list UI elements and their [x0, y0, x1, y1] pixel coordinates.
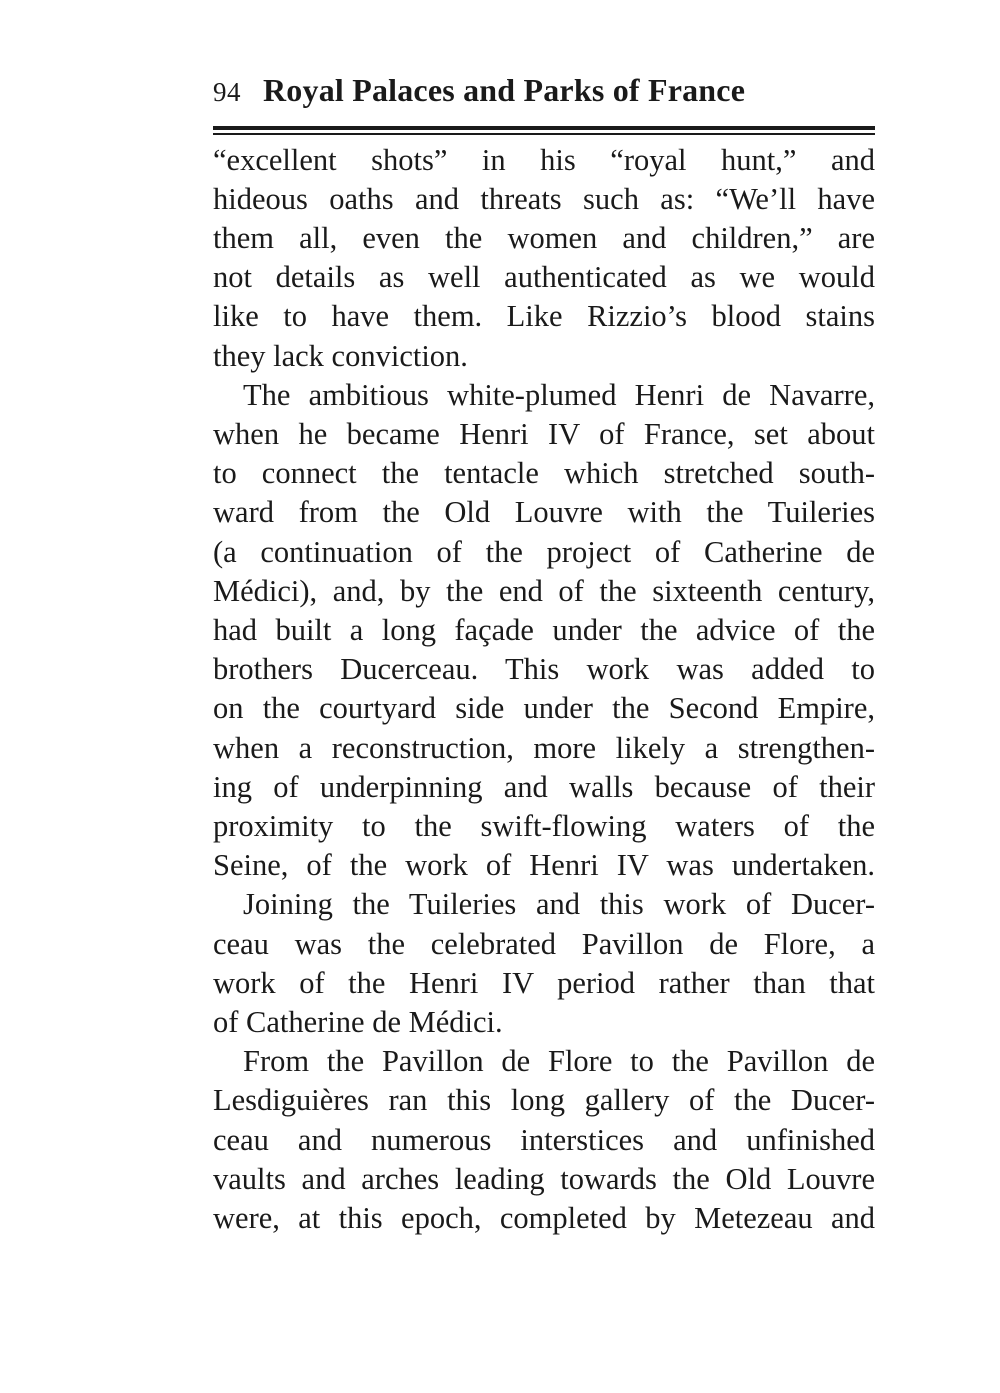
- paragraph-1: [213, 141, 875, 376]
- text-line: Médici), and, by the end of the sixteenth century,: [213, 573, 875, 608]
- text-line: brothers Ducerceau. This work was added to: [213, 652, 875, 687]
- text-line: “excellent shots” in his “royal hunt,” and: [213, 142, 875, 177]
- paragraph-4: [213, 1042, 875, 1238]
- paragraph-3: [213, 885, 875, 1042]
- text-line: vaults and arches leading towards the Old Louvre: [213, 1161, 875, 1196]
- text-line: not details as well authenticated as we would: [213, 260, 875, 295]
- text-line: were, at this epoch, completed by Metezeau and: [213, 1200, 875, 1235]
- running-title: Royal Palaces and Parks of France: [263, 72, 746, 108]
- text-line: Joining the Tuileries and this work of Ducer-: [243, 887, 875, 922]
- text-line: they lack conviction.: [213, 338, 468, 373]
- text-line: proximity to the swift-flowing waters of the: [213, 808, 875, 843]
- page-number: 94: [213, 77, 241, 107]
- text-line: when a reconstruction, more likely a strengthen-: [213, 730, 875, 765]
- text-line: ing of underpinning and walls because of their: [213, 769, 875, 804]
- text-line: (a continuation of the project of Catherine de: [213, 534, 875, 569]
- paragraph-2: [213, 376, 875, 886]
- body-text: [213, 141, 875, 1239]
- header-rule-thin: [213, 133, 875, 135]
- text-line: From the Pavillon de Flore to the Pavillon de: [243, 1044, 875, 1079]
- text-line: Lesdiguières ran this long gallery of the Ducer-: [213, 1083, 875, 1118]
- running-header: [213, 72, 875, 120]
- text-line: ceau was the celebrated Pavillon de Flore, a: [213, 926, 875, 961]
- text-line: on the courtyard side under the Second Empire,: [213, 691, 875, 726]
- text-line: like to have them. Like Rizzio’s blood stains: [213, 299, 875, 334]
- text-line: ceau and numerous interstices and unfinished: [213, 1122, 875, 1157]
- text-line: them all, even the women and children,” are: [213, 220, 875, 255]
- book-page: [213, 72, 875, 1238]
- text-line: hideous oaths and threats such as: “We’ll have: [213, 181, 875, 216]
- text-line: The ambitious white-plumed Henri de Navarre,: [243, 377, 875, 412]
- text-line: ward from the Old Louvre with the Tuileries: [213, 495, 875, 530]
- text-line: of Catherine de Médici.: [213, 1004, 503, 1039]
- text-line: Seine, of the work of Henri IV was undertaken.: [213, 848, 875, 883]
- header-rule-thick: [213, 126, 875, 130]
- text-line: had built a long façade under the advice of the: [213, 612, 875, 647]
- text-line: work of the Henri IV period rather than that: [213, 965, 875, 1000]
- text-line: when he became Henri IV of France, set about: [213, 416, 875, 451]
- text-line: to connect the tentacle which stretched south-: [213, 456, 875, 491]
